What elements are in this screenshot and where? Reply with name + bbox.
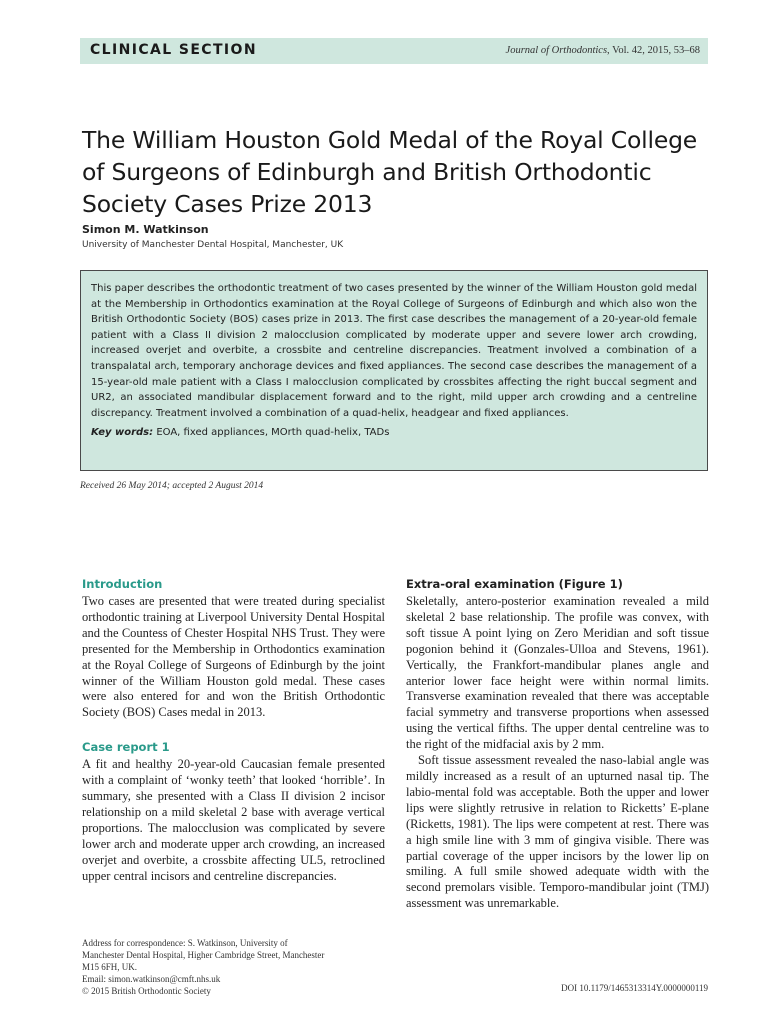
keywords-list: EOA, fixed appliances, MOrth quad-helix, TADs bbox=[153, 427, 390, 439]
section-header-bar bbox=[80, 38, 708, 64]
abstract-box bbox=[80, 270, 708, 471]
author-affiliation: University of Manchester Dental Hospital, Manchester, UK bbox=[82, 240, 344, 250]
journal-reference bbox=[506, 45, 700, 56]
received-date: Received 26 May 2014; accepted 2 August 2014 bbox=[80, 481, 264, 491]
keywords-label: Key words: bbox=[91, 427, 154, 439]
extra-oral-para-2: Soft tissue assessment revealed the naso-labial angle was mildly increased as a result of an upturned nasal tip. The labio-mental fold was acceptable. Both the upper and lower lips were slightly retrusive in relation to Ricketts’ E-plane (Ricketts, 1981). The lips were competent at rest. There was a high smile line with 3 mm of gingiva visible. There was partial coverage of the upper incisors by the lower lip on smiling. A full smile showed adequate width with the second premolars visible. Temporo-mandibular joint (TMJ) assessment was unremarkable. bbox=[406, 753, 709, 911]
journal-details: , Vol. 42, 2015, 53–68 bbox=[607, 45, 700, 56]
correspondence-footnote bbox=[82, 937, 382, 997]
keywords bbox=[91, 427, 697, 438]
article-title: The William Houston Gold Medal of the Royal College of Surgeons of Edinburgh and British Orthodontic Society Cases Prize 2013 bbox=[82, 125, 698, 218]
footnote-email: Email: simon.watkinson@cmft.nhs.uk bbox=[82, 974, 221, 984]
introduction-text: Two cases are presented that were treated during specialist orthodontic training at Liverpool University Dental Hospital and the Countess of Chester Hospital NHS Trust. They were presented for the Membership in Orthodontics examination at the Royal College of Surgeons of Edinburgh by the joint winner of the William Houston gold medal. These cases were also entered for and won the British Orthodontic Society (BOS) Cases medal in 2013. bbox=[82, 594, 385, 720]
case-report-heading: Case report 1 bbox=[82, 740, 170, 755]
right-column bbox=[406, 576, 709, 912]
section-label: CLINICAL SECTION bbox=[90, 42, 257, 58]
footnote-line: M15 6FH, UK. bbox=[82, 962, 138, 972]
left-column bbox=[82, 576, 385, 885]
author-name: Simon M. Watkinson bbox=[82, 223, 209, 236]
copyright-line: © 2015 British Orthodontic Society bbox=[82, 986, 211, 996]
footnote-line: Manchester Dental Hospital, Higher Cambridge Street, Manchester bbox=[82, 950, 325, 960]
doi: DOI 10.1179/1465313314Y.0000000119 bbox=[561, 983, 708, 993]
case-report-text: A fit and healthy 20-year-old Caucasian female presented with a complaint of ‘wonky teeth’ that looked ‘horrible’. In summary, she presented with a Class II division 2 incisor relationship on a mild skeletal 2 base with average vertical proportions. The malocclusion was complicated by severe lower arch and moderate upper arch crowding, an increased overjet and overbite, a crossbite affecting UL5, retroclined upper central incisors and centreline discrepancies. bbox=[82, 757, 385, 883]
footnote-line: Address for correspondence: S. Watkinson, University of bbox=[82, 938, 288, 948]
introduction-heading: Introduction bbox=[82, 577, 163, 591]
abstract-text: This paper describes the orthodontic treatment of two cases presented by the winner of the William Houston gold medal at the Membership in Orthodontics examination at the Royal College of Surgeons of Edinburgh and which also won the British Orthodontic Society (BOS) cases prize in 2013. The first case describes the management of a 20-year-old female patient with a Class II division 2 malocclusion complicated by moderate upper and severe lower arch crowding, increased overjet and overbite, a crossbite and centreline discrepancies. Treatment involved a combination of a transpalatal arch, temporary anchorage devices and fixed appliances. The second case describes the management of a 15-year-old male patient with a Class I malocclusion complicated by crossbites affecting the right buccal segment and UR2, an associated mandibular displacement forward and to the right, mild upper arch crowding and a centreline discrepancy. Treatment involved a combination of a quad-helix, headgear and fixed appliances. bbox=[91, 283, 697, 419]
extra-oral-para-1: Skeletally, antero-posterior examination revealed a mild skeletal 2 base relationship. The profile was convex, with soft tissue A point lying on Zero Meridian and soft tissue pogonion behind it (Gonzales-Ulloa and Stevens, 1961). Vertically, the Frankfort-mandibular planes angle and anterior lower face height were within normal limits. Transverse examination revealed that there was acceptable facial symmetry and transverse proportions when assessed using the vertical fifths. The upper dental centreline was to the right of the midfacial axis by 2 mm. bbox=[406, 594, 709, 752]
journal-name: Journal of Orthodontics bbox=[505, 45, 608, 56]
extra-oral-heading: Extra-oral examination (Figure 1) bbox=[406, 577, 623, 591]
